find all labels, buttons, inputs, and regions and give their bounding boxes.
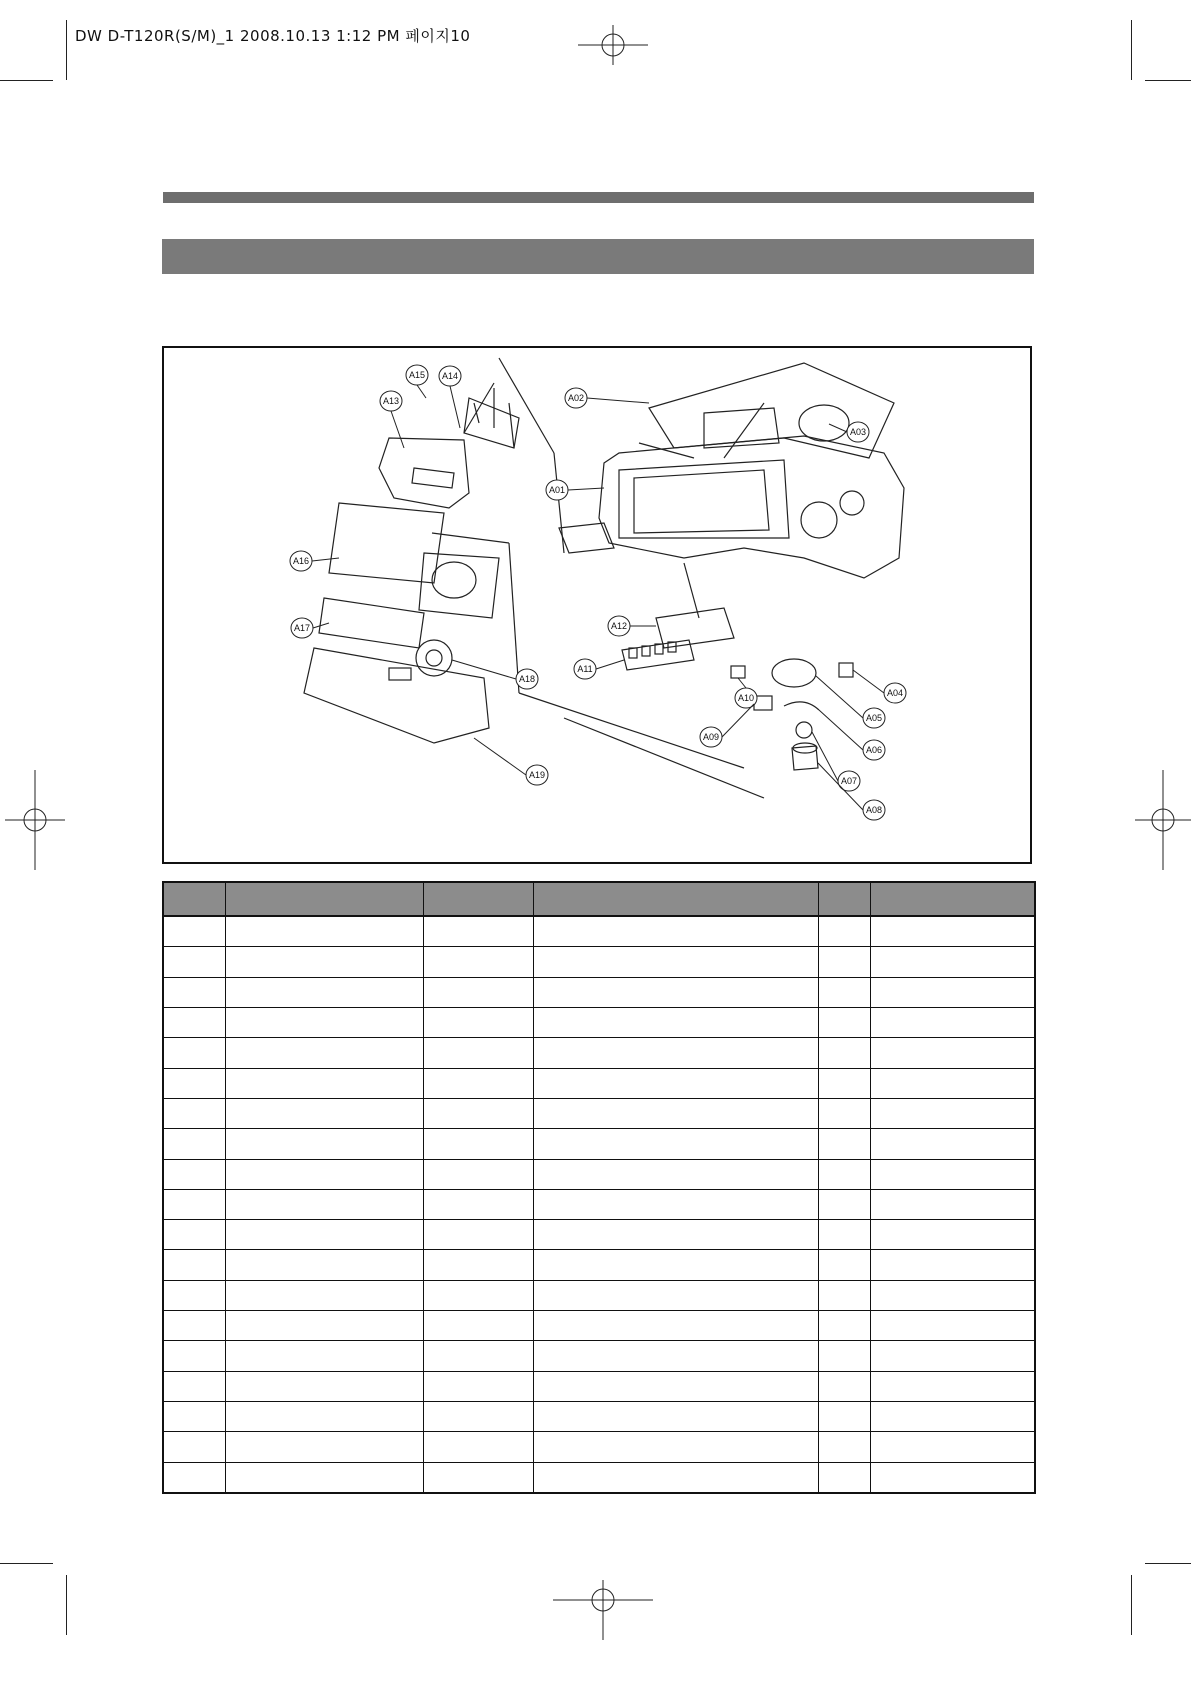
- table-cell: [818, 1159, 870, 1189]
- table-cell: [423, 1038, 533, 1068]
- table-cell: [870, 1250, 1035, 1280]
- knob: [792, 746, 818, 770]
- table-cell: [225, 947, 423, 977]
- table-row: [163, 1311, 1035, 1341]
- table-cell: [225, 1250, 423, 1280]
- table-cell: [533, 947, 818, 977]
- table-cell: [163, 1250, 225, 1280]
- table-cell: [818, 1129, 870, 1159]
- table-cell: [423, 1129, 533, 1159]
- table-row: [163, 1250, 1035, 1280]
- exploded-view-drawing: [164, 348, 1030, 862]
- callout-a11: [574, 659, 596, 679]
- table-cell: [870, 1007, 1035, 1037]
- table-cell: [423, 916, 533, 947]
- crop-mark: [1145, 80, 1191, 81]
- table-cell: [818, 977, 870, 1007]
- table-cell: [225, 1098, 423, 1128]
- table-cell: [870, 1371, 1035, 1401]
- svg-text:A04: A04: [886, 688, 904, 698]
- table-cell: [423, 1068, 533, 1098]
- svg-text:A03: A03: [849, 427, 867, 437]
- callout-a14: [439, 366, 461, 386]
- table-cell: [818, 1280, 870, 1310]
- crop-mark: [0, 80, 53, 81]
- table-header-cell: [533, 882, 818, 916]
- callout-a09: [700, 727, 722, 747]
- table-cell: [533, 1098, 818, 1128]
- table-cell: [818, 1432, 870, 1462]
- table-cell: [533, 1462, 818, 1493]
- table-cell: [870, 1129, 1035, 1159]
- table-cell: [870, 1098, 1035, 1128]
- table-cell: [818, 1250, 870, 1280]
- table-cell: [870, 1038, 1035, 1068]
- selector-knob: [416, 640, 452, 676]
- table-cell: [225, 1280, 423, 1310]
- table-cell: [423, 1311, 533, 1341]
- table-row: [163, 977, 1035, 1007]
- table-cell: [818, 916, 870, 947]
- table-cell: [533, 1159, 818, 1189]
- table-cell: [870, 1159, 1035, 1189]
- table-cell: [533, 1129, 818, 1159]
- table-cell: [423, 1159, 533, 1189]
- callout-a03: [847, 422, 869, 442]
- svg-text:A09: A09: [702, 732, 720, 742]
- table-cell: [225, 1189, 423, 1219]
- svg-text:A18: A18: [518, 674, 536, 684]
- svg-text:A10: A10: [737, 693, 755, 703]
- table-cell: [225, 1432, 423, 1462]
- table-row: [163, 1341, 1035, 1371]
- registration-mark-icon: [553, 1580, 653, 1640]
- table-row: [163, 916, 1035, 947]
- table-cell: [225, 1159, 423, 1189]
- table-cell: [533, 1311, 818, 1341]
- table-cell: [533, 1371, 818, 1401]
- table-row: [163, 1462, 1035, 1493]
- table-cell: [163, 1371, 225, 1401]
- pcb-housing-left: [329, 503, 444, 583]
- callout-a16: [290, 551, 312, 571]
- table-row: [163, 1007, 1035, 1037]
- drawer-front: [379, 438, 469, 508]
- callout-a05: [863, 708, 885, 728]
- table-cell: [533, 1189, 818, 1219]
- table-cell: [870, 1189, 1035, 1219]
- table-cell: [423, 1371, 533, 1401]
- table-row: [163, 1189, 1035, 1219]
- svg-text:A15: A15: [408, 370, 426, 380]
- table-cell: [163, 916, 225, 947]
- table-cell: [163, 1311, 225, 1341]
- table-cell: [870, 1341, 1035, 1371]
- table-cell: [818, 1402, 870, 1432]
- table-cell: [423, 1432, 533, 1462]
- callout-a17: [291, 618, 313, 638]
- print-slug: DW D-T120R(S/M)_1 2008.10.13 1:12 PM 페이지10: [75, 27, 471, 45]
- table-cell: [818, 1068, 870, 1098]
- table-cell: [423, 1280, 533, 1310]
- table-cell: [533, 1432, 818, 1462]
- table-cell: [818, 1371, 870, 1401]
- table-cell: [533, 1341, 818, 1371]
- crop-mark: [1131, 20, 1132, 80]
- table-row: [163, 1280, 1035, 1310]
- svg-text:A17: A17: [293, 623, 311, 633]
- table-cell: [818, 1462, 870, 1493]
- table-cell: [163, 1462, 225, 1493]
- knob-ring: [772, 659, 816, 687]
- table-cell: [533, 1068, 818, 1098]
- table-cell: [423, 1220, 533, 1250]
- table-cell: [423, 1189, 533, 1219]
- table-cell: [818, 1189, 870, 1219]
- table-cell: [533, 1007, 818, 1037]
- table-cell: [225, 1371, 423, 1401]
- table-cell: [163, 1402, 225, 1432]
- table-cell: [818, 1341, 870, 1371]
- table-row: [163, 947, 1035, 977]
- table-header-row: [163, 882, 1035, 916]
- table-cell: [163, 947, 225, 977]
- table-cell: [163, 1220, 225, 1250]
- table-cell: [225, 977, 423, 1007]
- table-cell: [423, 1007, 533, 1037]
- table-cell: [423, 1402, 533, 1432]
- table-cell: [423, 1250, 533, 1280]
- table-row: [163, 1159, 1035, 1189]
- table-row: [163, 1068, 1035, 1098]
- table-body: [163, 916, 1035, 1493]
- crop-mark: [1145, 1563, 1191, 1564]
- svg-text:A19: A19: [528, 770, 546, 780]
- svg-text:A07: A07: [840, 776, 858, 786]
- table-cell: [870, 947, 1035, 977]
- table-cell: [533, 1220, 818, 1250]
- table-cell: [225, 1341, 423, 1371]
- control-panel-window: [619, 460, 789, 538]
- table-cell: [423, 947, 533, 977]
- table-cell: [225, 1068, 423, 1098]
- table-cell: [870, 1280, 1035, 1310]
- table-cell: [818, 1098, 870, 1128]
- table-row: [163, 1402, 1035, 1432]
- table-cell: [163, 1159, 225, 1189]
- table-cell: [870, 1220, 1035, 1250]
- svg-text:A08: A08: [865, 805, 883, 815]
- table-row: [163, 1220, 1035, 1250]
- table-row: [163, 1129, 1035, 1159]
- control-panel-inner: [634, 470, 769, 533]
- svg-text:A16: A16: [292, 556, 310, 566]
- table-cell: [818, 1220, 870, 1250]
- table-header-cell: [163, 882, 225, 916]
- table-cell: [533, 977, 818, 1007]
- lcd-holder: [319, 598, 424, 648]
- table-cell: [870, 1068, 1035, 1098]
- table-row: [163, 1432, 1035, 1462]
- title-rule: [163, 192, 1034, 203]
- svg-text:A06: A06: [865, 745, 883, 755]
- table-cell: [870, 1462, 1035, 1493]
- svg-text:A13: A13: [382, 396, 400, 406]
- callout-a08: [863, 800, 885, 820]
- table-cell: [818, 1311, 870, 1341]
- table-cell: [533, 1250, 818, 1280]
- table-cell: [423, 1462, 533, 1493]
- table-cell: [870, 1432, 1035, 1462]
- table-cell: [225, 1220, 423, 1250]
- table-cell: [533, 1280, 818, 1310]
- table-cell: [423, 1341, 533, 1371]
- table-cell: [163, 977, 225, 1007]
- table-cell: [533, 1038, 818, 1068]
- registration-mark-icon: [1135, 770, 1191, 870]
- crop-mark: [66, 1575, 67, 1635]
- table-header-cell: [423, 882, 533, 916]
- table-cell: [225, 1038, 423, 1068]
- table-cell: [818, 1007, 870, 1037]
- callout-a15: [406, 365, 428, 385]
- table-cell: [225, 1462, 423, 1493]
- table-cell: [163, 1341, 225, 1371]
- table-row: [163, 1038, 1035, 1068]
- crop-mark: [0, 1563, 53, 1564]
- registration-mark-icon: [5, 770, 65, 870]
- table-cell: [870, 1402, 1035, 1432]
- table-cell: [533, 916, 818, 947]
- table-cell: [163, 1189, 225, 1219]
- table-cell: [870, 916, 1035, 947]
- knob-clip: [784, 702, 819, 710]
- section-heading-bar: [162, 239, 1034, 274]
- table-cell: [163, 1068, 225, 1098]
- table-cell: [163, 1280, 225, 1310]
- table-header-cell: [818, 882, 870, 916]
- table-cell: [225, 1007, 423, 1037]
- table-cell: [423, 977, 533, 1007]
- table-row: [163, 1098, 1035, 1128]
- table-cell: [225, 1311, 423, 1341]
- exploded-view-diagram: [162, 346, 1032, 864]
- control-panel-body: [599, 436, 904, 578]
- callout-a04: [884, 683, 906, 703]
- callout-a19: [526, 765, 548, 785]
- table-row: [163, 1371, 1035, 1401]
- svg-text:A05: A05: [865, 713, 883, 723]
- svg-text:A14: A14: [441, 371, 459, 381]
- table-cell: [225, 1402, 423, 1432]
- table-cell: [818, 1038, 870, 1068]
- registration-mark-icon: [578, 25, 648, 65]
- table-cell: [870, 977, 1035, 1007]
- callout-a01: [546, 480, 568, 500]
- table-cell: [163, 1038, 225, 1068]
- svg-text:A01: A01: [548, 485, 566, 495]
- callout-a06: [863, 740, 885, 760]
- table-cell: [423, 1098, 533, 1128]
- table-cell: [225, 916, 423, 947]
- table-cell: [163, 1098, 225, 1128]
- control-panel-knob-hole: [801, 502, 837, 538]
- table-cell: [225, 1129, 423, 1159]
- svg-text:A02: A02: [567, 393, 585, 403]
- svg-text:A12: A12: [610, 621, 628, 631]
- callout-a02: [565, 388, 587, 408]
- table-header-cell: [225, 882, 423, 916]
- table-cell: [870, 1311, 1035, 1341]
- table-cell: [163, 1007, 225, 1037]
- table-cell: [533, 1402, 818, 1432]
- table-header-cell: [870, 882, 1035, 916]
- callout-a18: [516, 669, 538, 689]
- table-cell: [163, 1432, 225, 1462]
- callout-a12: [608, 616, 630, 636]
- svg-text:A11: A11: [577, 664, 593, 674]
- crop-mark: [1131, 1575, 1132, 1635]
- callout-a13: [380, 391, 402, 411]
- parts-list-table: [162, 881, 1036, 1494]
- button-row: [629, 642, 676, 658]
- table-cell: [818, 947, 870, 977]
- table-cell: [163, 1129, 225, 1159]
- crop-mark: [66, 20, 67, 80]
